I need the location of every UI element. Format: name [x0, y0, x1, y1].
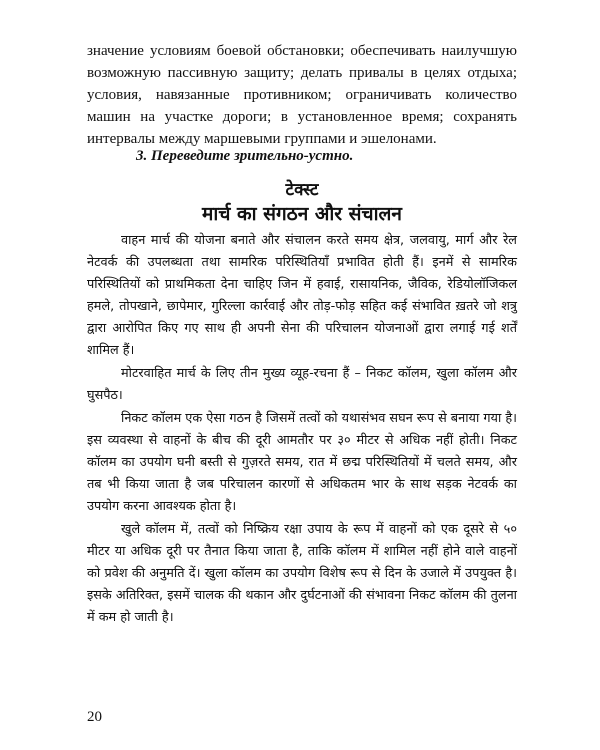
russian-paragraph: значение условиям боевой обстановки; обеспечивать наилучшую возможную пассивную защиту; делать привалы в целях отдыха; условия, навязанные противником; ограничивать количество машин на участке дороги; в установленное время; сохранять интервалы между маршевыми группами и эшелонами. — [87, 43, 517, 147]
exercise-heading: 3. Переведите зрительно-устно. — [136, 148, 354, 164]
text-title: मार्च का संगठन और संचालन — [202, 203, 402, 225]
paragraph-2: मोटरवाहित मार्च के लिए तीन मुख्य व्यूह-रचना हैं – निकट कॉलम, खुला कॉलम और घुसपैठ। — [87, 366, 517, 403]
paragraph-4: खुले कॉलम में, तत्वों को निष्क्रिय रक्षा उपाय के रूप में वाहनों को एक दूसरे से ५० मीटर या अधिक दूरी पर तैनात किया जाता है, ताकि कॉलम में शामिल नहीं होने वाले वाहनों को प्रवेश की अनुमति दें। खुला कॉलम का उपयोग विशेष रूप से दिन के उजाले में उपयुक्त है। इसके अतिरिक्त, इसमें चालक की थकान और दुर्घटनाओं की संभावना निकट कॉलम की तुलना में कम हो जाती है। — [87, 522, 517, 625]
text-label: टेक्स्ट — [285, 180, 319, 200]
page-number: 20 — [87, 709, 102, 725]
paragraph-1: वाहन मार्च की योजना बनाते और संचालन करते समय क्षेत्र, जलवायु, मार्ग और रेल नेटवर्क की उपलब्धता तथा सामरिक परिस्थितियाँ प्रभावित होती हैं। इनमें से सामरिक परिस्थितियों को प्राथमिकता देना चाहिए जिन में हवाई, रासायनिक, जैविक, रेडियोलॉजिकल हमले, तोपखाने, छापेमार, गुरिल्ला कार्रवाई और तोड़-फोड़ सहित कई संभावित ख़तरे जो शत्रु द्वारा आरोपित किए गए साथ ही अपनी सेना की परिचालन योजनाओं द्वारा लगाई गई शर्तें शामिल हैं। — [87, 233, 517, 358]
hindi-body — [87, 230, 517, 630]
paragraph-3: निकट कॉलम एक ऐसा गठन है जिसमें तत्वों को यथासंभव सघन रूप से बनाया गया है। इस व्यवस्था से वाहनों के बीच की दूरी आमतौर पर ३० मीटर से अधिक नहीं होती। निकट कॉलम का उपयोग घनी बस्ती से गुज़रते समय, रात में छद्म परिस्थितियों में चलते समय, और तब भी किया जाता है जब परिचालन कारणों से अधिकतम भार के साथ सड़क नेटवर्क का उपयोग करना आवश्यक होता है। — [87, 411, 517, 514]
